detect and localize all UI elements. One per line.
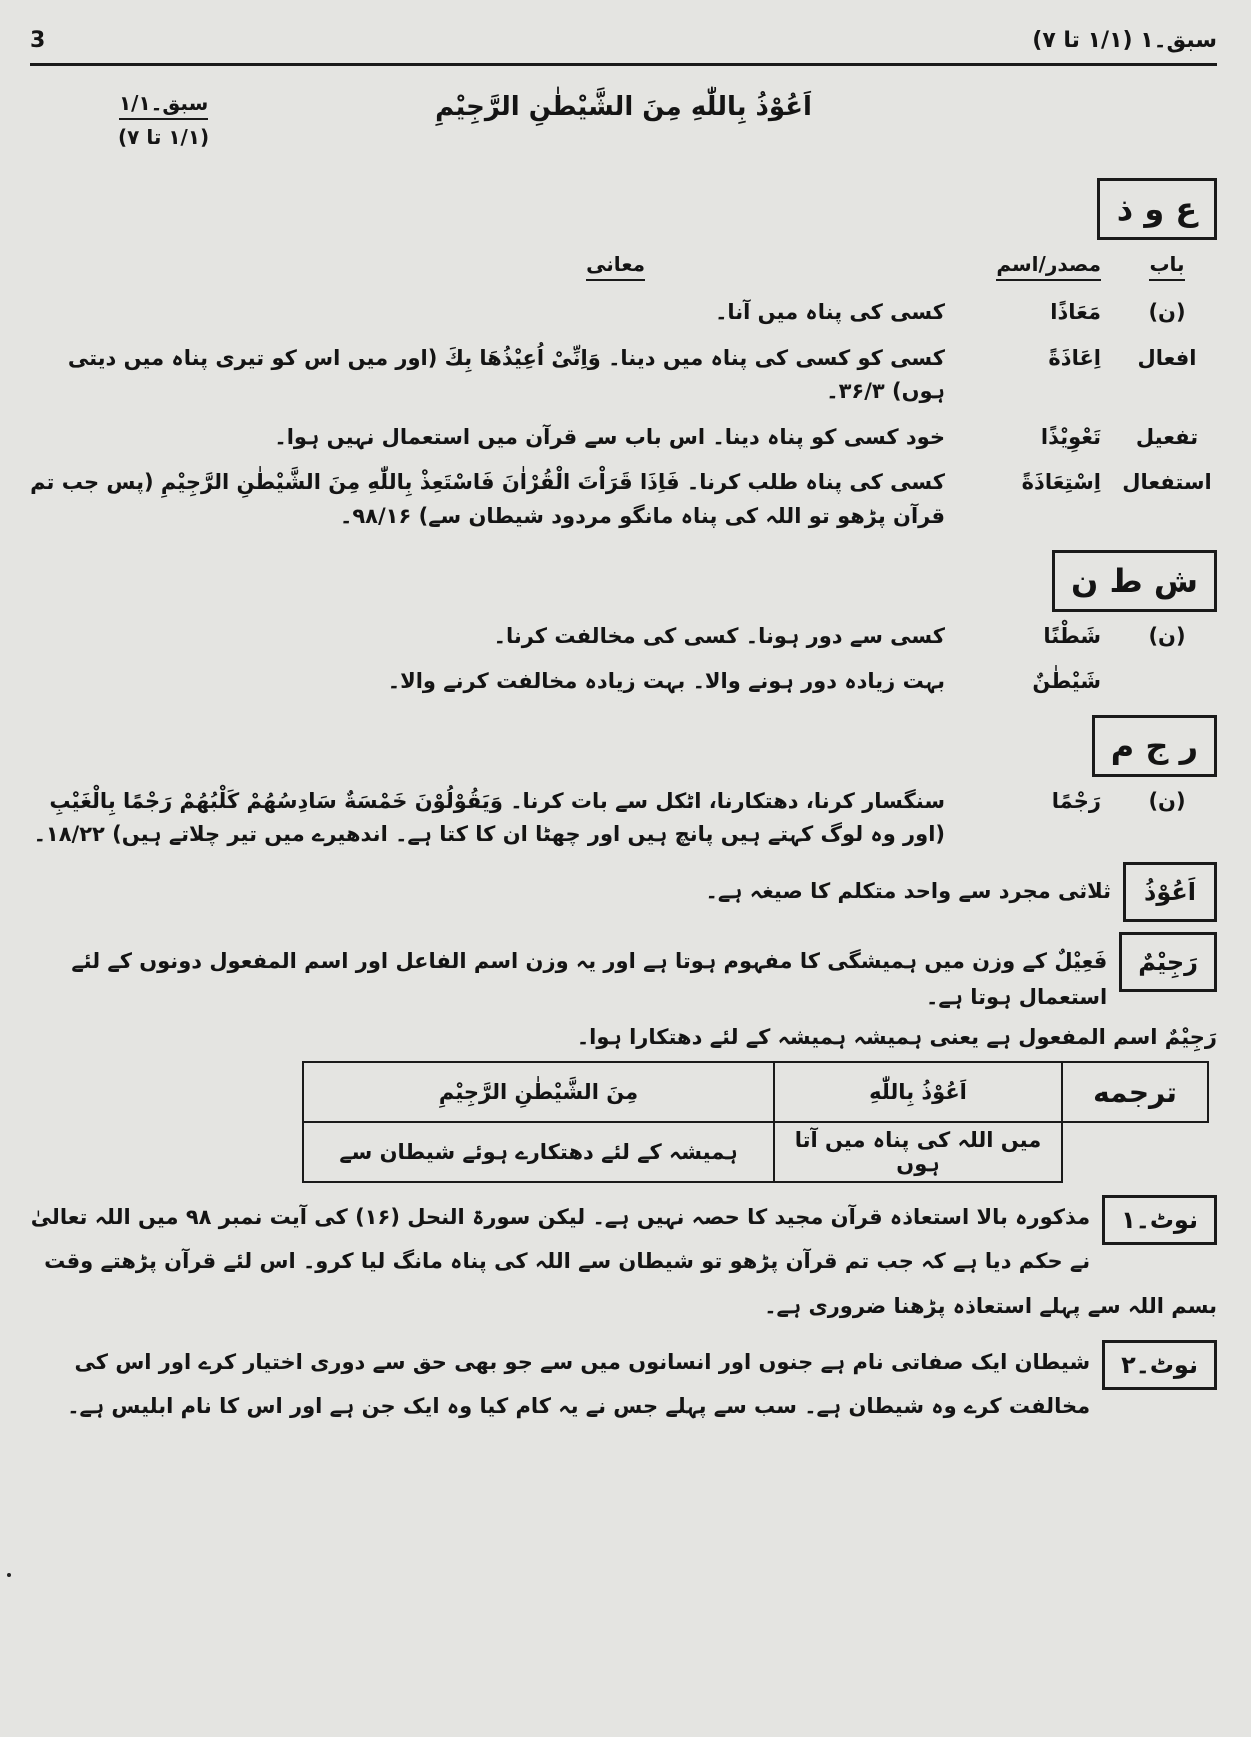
page-header: [30, 28, 1217, 66]
meaning-text: سنگسار کرنا، دھتکارنا، اٹکل سے بات کرنا۔ وَيَقُوْلُوْنَ خَمْسَةٌ سَادِسُهُمْ كَلْبُهُمْ رَجْمًا بِالْغَيْبِ: [49, 788, 945, 813]
note-label: نوٹ۔۱: [1102, 1195, 1217, 1245]
root-box: ر ج م: [1092, 715, 1217, 777]
note-line: مذکورہ بالا استعاذہ قرآن مجید کا حصہ نہیں ہے۔ لیکن سورۃ النحل (۱۶) کی آیت نمبر ۹۸ میں اللہ تعالیٰ نے حکم دیا ہے کہ جب تم: [30, 1205, 1091, 1274]
meaning-cell: کسی کو کسی کی پناہ میں دینا۔ وَاِنِّیْ اُعِيْذُهَا بِكَ (اور میں اس کو تیری پناہ میں دیتی ہوں) ۳۶/۳۔: [67, 345, 945, 404]
bab-cell: استفعال: [1122, 470, 1212, 495]
lesson-ref: سبق۔۱ (۱/۱ تا ۷): [1032, 28, 1217, 53]
title-row: [30, 80, 1217, 172]
meaning-text: کسی کی پناہ طلب کرنا۔ فَاِذَا قَرَاْتَ الْقُرْاٰنَ فَاسْتَعِذْ بِاللّٰهِ مِنَ الشَّيْطٰنِ الرَّجِيْمِ (پس جب تم: [30, 470, 945, 495]
bab-cell: افعال: [1137, 345, 1197, 370]
bab-cell: [1117, 665, 1217, 699]
word-note: [30, 932, 1217, 1015]
column-header-masdar: مصدر/اسم: [996, 252, 1101, 281]
bab-cell: (ن): [1148, 788, 1186, 813]
masdar-cell: اِعَاذَةً: [1048, 345, 1101, 370]
meaning-cell: [30, 785, 945, 852]
urdu-cell: میں اللہ کی پناہ میں آتا ہوں: [774, 1122, 1062, 1182]
word-note-text: ثلاثی مجرد سے واحد متکلم کا صیغہ ہے۔: [705, 878, 1111, 903]
root-box: ع و ذ: [1097, 178, 1217, 240]
root-table: [30, 248, 1217, 534]
masdar-cell: شَيْطٰنٌ: [1032, 669, 1101, 694]
arabic-cell: مِنَ الشَّيْطٰنِ الرَّجِيْمِ: [303, 1062, 774, 1122]
root-table: [30, 620, 1217, 699]
root-box: ش ط ن: [1052, 550, 1217, 612]
column-header-bab: باب: [1149, 252, 1184, 281]
translation-table: [302, 1061, 1209, 1183]
arabic-cell: اَعُوْذُ بِاللّٰهِ: [774, 1062, 1062, 1122]
word-box: اَعُوْذُ: [1123, 862, 1217, 922]
page-number: 3: [30, 28, 46, 53]
masdar-cell: رَجْمًا: [1051, 788, 1101, 813]
meaning-cell: [30, 466, 945, 533]
meaning-cell: کسی کی پناہ میں آنا۔: [715, 300, 945, 324]
page-title: اَعُوْذُ بِاللّٰهِ مِنَ الشَّيْطٰنِ الرَّجِيْمِ: [435, 92, 812, 122]
side-range: (۱/۱ تا ۷): [118, 125, 210, 149]
empty-cell: [1062, 1122, 1208, 1182]
bab-cell: (ن): [1148, 300, 1186, 324]
bab-cell: (ن): [1148, 623, 1186, 648]
masdar-cell: اِسْتِعَاذَةً: [1021, 470, 1101, 495]
note-line: قرآن پڑھو تو شیطان سے اللہ کی پناہ مانگ لیا کرو۔ اس لئے قرآن پڑھتے وقت بسم اللہ سے پہلے استعاذہ پڑھنا ضروری ہے۔: [44, 1249, 1217, 1318]
translation-label: ترجمه: [1062, 1062, 1208, 1122]
meaning-cell: بہت زیادہ دور ہونے والا۔ بہت زیادہ مخالفت کرنے والا۔: [387, 669, 945, 694]
meaning-continuation: قرآن پڑھو تو اللہ کی پناہ مانگو مردود شیطان سے) ۹۸/۱۶۔: [340, 503, 945, 528]
urdu-cell: ہمیشہ کے لئے دھتکارے ہوئے شیطان سے: [303, 1122, 774, 1182]
note-label: نوٹ۔۲: [1102, 1340, 1217, 1390]
stray-dot: [7, 1573, 11, 1577]
word-note-text: فَعِيْلٌ کے وزن میں ہمیشگی کا مفہوم ہوتا ہے اور یہ وزن اسم الفاعل اور اسم المفعول دونوں کے لئے استعمال ہوتا ہے۔: [71, 948, 1108, 1009]
note-line: شیطان ایک صفاتی نام ہے جنوں اور انسانوں میں سے جو بھی حق سے دوری اختیار کرے اور اس کی مخالفت کرے وہ: [74, 1349, 1091, 1418]
rajeem-line: رَجِيْمٌ اسم المفعول ہے یعنی ہمیشہ ہمیشہ کے لئے دھتکارا ہوا۔: [576, 1025, 1217, 1050]
note: [30, 1340, 1217, 1428]
side-ref: [118, 86, 209, 154]
note: [30, 1195, 1217, 1327]
meaning-cell: کسی سے دور ہونا۔ کسی کی مخالفت کرنا۔: [493, 623, 945, 648]
masdar-cell: تَعْوِيْذًا: [1040, 424, 1101, 449]
note-line: شیطان ہے۔ سب سے پہلے جس نے یہ کام کیا وہ ایک جن ہے اور اس کا نام ابلیس ہے۔: [67, 1393, 924, 1418]
masdar-cell: مَعَاذًا: [1050, 300, 1101, 324]
side-lesson-ref: سبق۔۱/۱: [119, 91, 208, 120]
column-header-meaning: معانی: [586, 252, 645, 281]
word-note: [30, 862, 1217, 922]
meaning-cell: خود کسی کو پناہ دینا۔ اس باب سے قرآن میں استعمال نہیں ہوا۔: [274, 424, 945, 449]
bab-cell: تفعیل: [1135, 424, 1199, 449]
root-table: [30, 785, 1217, 852]
meaning-continuation: (اور وہ لوگ کہتے ہیں پانچ ہیں اور چھٹا ان کا کتا ہے۔ اندھیرے میں تیر چلاتے ہیں) ۱۸/۲۲۔: [33, 822, 945, 847]
word-box: رَجِيْمٌ: [1119, 932, 1217, 992]
masdar-cell: شَطْنًا: [1043, 623, 1101, 648]
